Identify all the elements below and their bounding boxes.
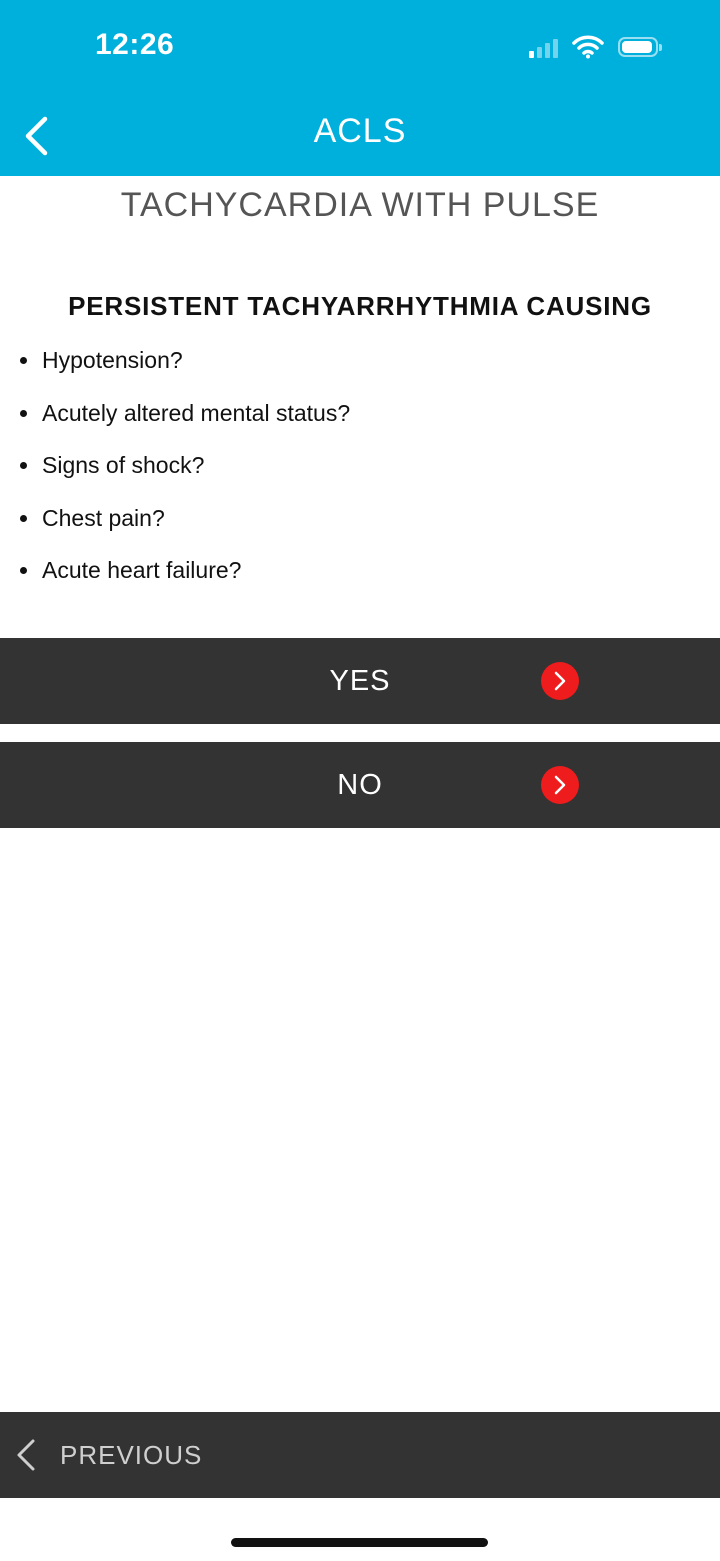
criteria-item-chest-pain: Chest pain? [20, 498, 350, 551]
criteria-list [20, 340, 350, 603]
previous-label: PREVIOUS [60, 1440, 203, 1470]
question-heading: PERSISTENT TACHYARRHYTHMIA CAUSING [68, 291, 652, 321]
status-icons [529, 32, 658, 62]
criteria-item-shock: Signs of shock? [20, 445, 350, 498]
chevron-right-circle-icon [541, 662, 579, 700]
status-time: 12:26 [95, 28, 175, 61]
chevron-right-circle-icon [541, 766, 579, 804]
battery-icon [618, 37, 658, 57]
cellular-signal-icon [529, 36, 558, 58]
no-button-label: NO [337, 769, 383, 801]
section-title: TACHYCARDIA WITH PULSE [120, 186, 600, 224]
criteria-item-mental-status: Acutely altered mental status? [20, 393, 350, 446]
wifi-icon [572, 35, 604, 59]
criteria-item-heart-failure: Acute heart failure? [20, 550, 350, 603]
no-button[interactable] [0, 742, 720, 828]
yes-button[interactable] [0, 638, 720, 724]
home-indicator[interactable] [231, 1538, 488, 1547]
chevron-left-icon [14, 1438, 38, 1472]
previous-button[interactable] [0, 1412, 720, 1498]
header-title: ACLS [313, 112, 407, 150]
criteria-item-hypotension: Hypotension? [20, 340, 350, 393]
app-header [0, 0, 720, 176]
yes-button-label: YES [329, 665, 391, 697]
